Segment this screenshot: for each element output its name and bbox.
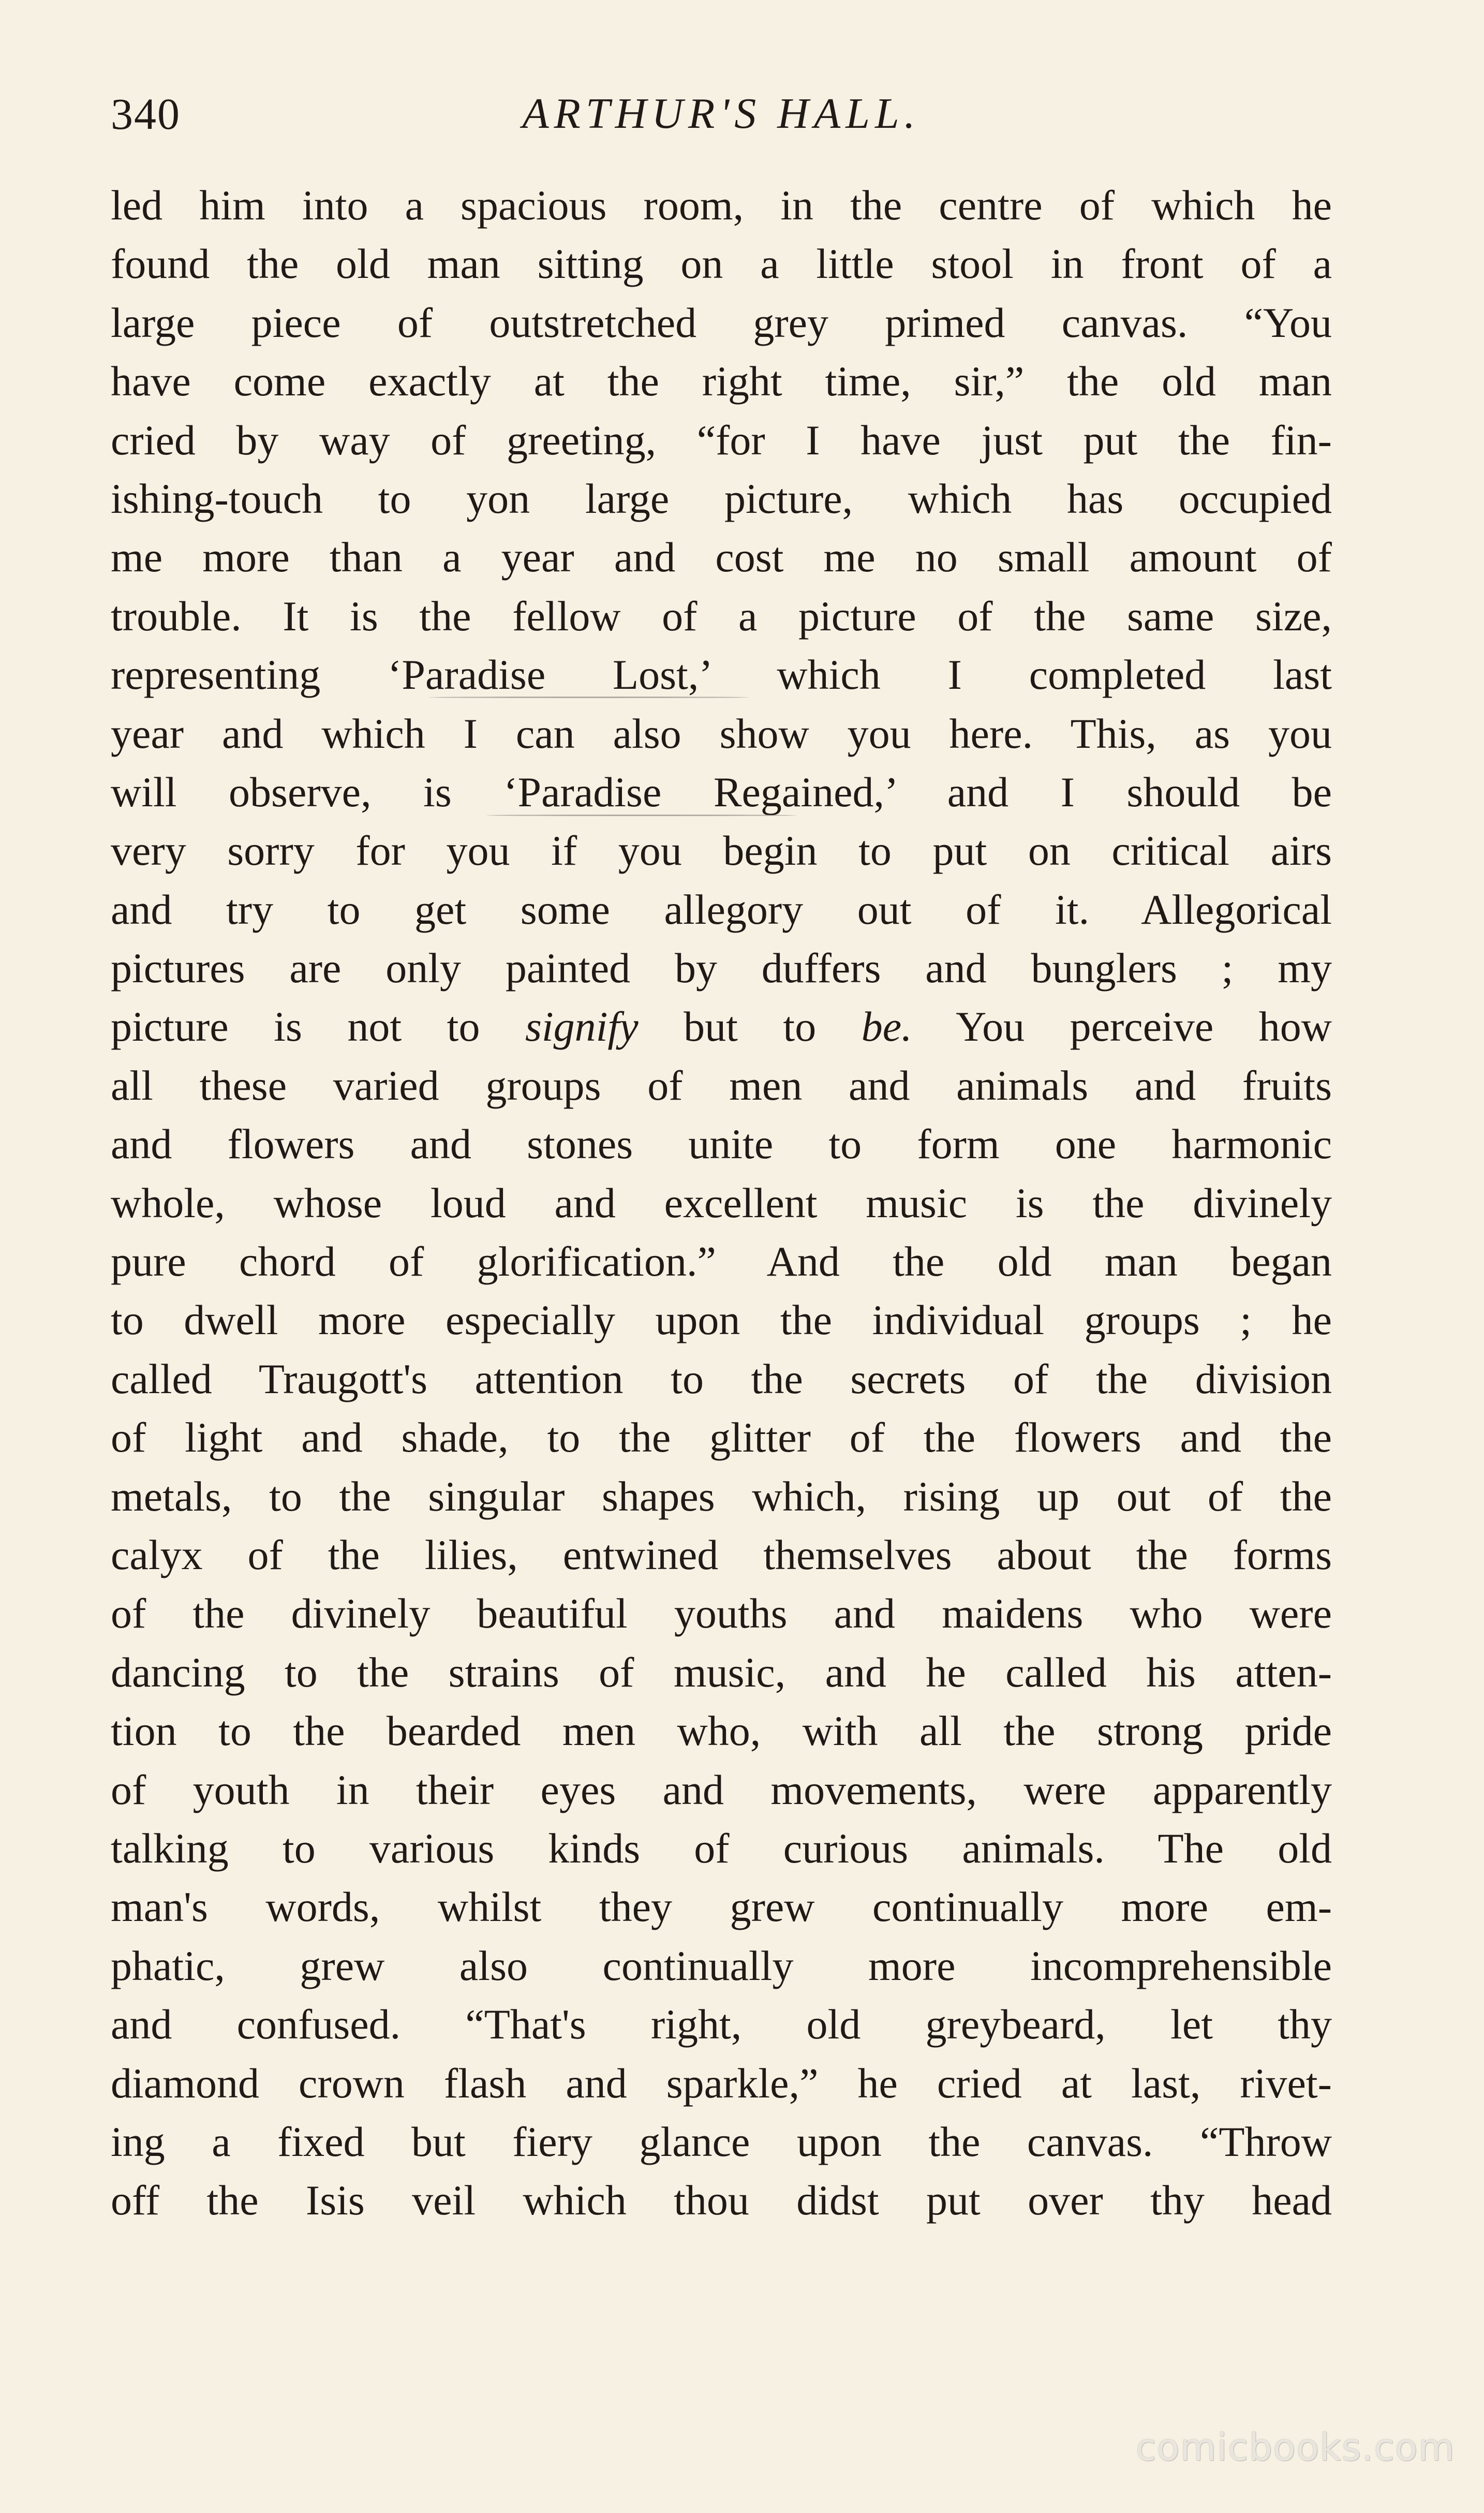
text-line: diamond crown flash and sparkle,” he cried at last, rivet- bbox=[111, 2059, 1332, 2107]
text-line: pictures are only painted by duffers and bunglers ; my bbox=[111, 944, 1332, 992]
pencil-underline-mark bbox=[428, 697, 749, 698]
text-line: tion to the bearded men who, with all the strong pride bbox=[111, 1707, 1332, 1755]
body-text bbox=[111, 176, 1332, 2230]
italic-word: signify bbox=[525, 1003, 639, 1051]
text-line: ishing-touch to yon large picture, which has occupied bbox=[111, 475, 1332, 522]
text-line: very sorry for you if you begin to put on critical airs bbox=[111, 827, 1332, 875]
text-line: trouble. It is the fellow of a picture of the same size, bbox=[111, 592, 1332, 640]
italic-word: be. bbox=[861, 1003, 912, 1051]
text-line-with-italics bbox=[111, 997, 1332, 1056]
text-line: talking to various kinds of curious animals. The old bbox=[111, 1824, 1332, 1872]
text-line: have come exactly at the right time, sir,” the old man bbox=[111, 358, 1332, 405]
text-line: year and which I can also show you here. This, as you bbox=[111, 709, 1332, 757]
text-line: man's words, whilst they grew continually more em- bbox=[111, 1883, 1332, 1931]
text-line: phatic, grew also continually more incomprehensible bbox=[111, 1942, 1332, 1989]
text-line: of youth in their eyes and movements, were apparently bbox=[111, 1766, 1332, 1813]
line-part: picture is not to bbox=[111, 1003, 525, 1051]
text-line: of light and shade, to the glitter of the flowers and the bbox=[111, 1414, 1332, 1461]
text-line: calyx of the lilies, entwined themselves about the forms bbox=[111, 1531, 1332, 1578]
text-line: found the old man sitting on a little stool in front of a bbox=[111, 240, 1332, 288]
text-line: will observe, is ‘Paradise Regained,’ and I should be bbox=[111, 768, 1332, 816]
text-line: and try to get some allegory out of it. Allegorical bbox=[111, 885, 1332, 933]
page-header bbox=[111, 78, 1332, 145]
line-part: but to bbox=[638, 1003, 862, 1051]
text-line: me more than a year and cost me no small amount of bbox=[111, 534, 1332, 581]
text-line: metals, to the singular shapes which, rising up out of the bbox=[111, 1472, 1332, 1520]
text-line: to dwell more especially upon the individual groups ; he bbox=[111, 1296, 1332, 1344]
text-line: and flowers and stones unite to form one harmonic bbox=[111, 1120, 1332, 1168]
pencil-underline-mark bbox=[486, 815, 797, 816]
text-line: off the Isis veil which thou didst put over thy head bbox=[111, 2177, 1332, 2224]
watermark: comicbooks.com bbox=[1135, 2426, 1455, 2469]
text-line: led him into a spacious room, in the centre of which he bbox=[111, 182, 1332, 229]
text-line: ing a fixed but fiery glance upon the canvas. “Throw bbox=[111, 2118, 1332, 2165]
text-line: and confused. “That's right, old greybeard, let thy bbox=[111, 2001, 1332, 2048]
text-line: large piece of outstretched grey primed canvas. “You bbox=[111, 299, 1332, 346]
text-line: all these varied groups of men and animals and fruits bbox=[111, 1061, 1332, 1109]
line-part: You perceive how bbox=[912, 1003, 1332, 1051]
running-title: ARTHUR'S HALL. bbox=[522, 90, 921, 138]
text-line: called Traugott's attention to the secrets of the division bbox=[111, 1355, 1332, 1402]
text-line: of the divinely beautiful youths and maidens who were bbox=[111, 1590, 1332, 1637]
text-line: representing ‘Paradise Lost,’ which I completed last bbox=[111, 651, 1332, 699]
text-line: pure chord of glorification.” And the old man began bbox=[111, 1238, 1332, 1285]
page-number: 340 bbox=[111, 89, 181, 139]
text-line: dancing to the strains of music, and he called his atten- bbox=[111, 1648, 1332, 1696]
text-line: cried by way of greeting, “for I have just put the fin- bbox=[111, 416, 1332, 464]
text-line: whole, whose loud and excellent music is the divinely bbox=[111, 1179, 1332, 1226]
